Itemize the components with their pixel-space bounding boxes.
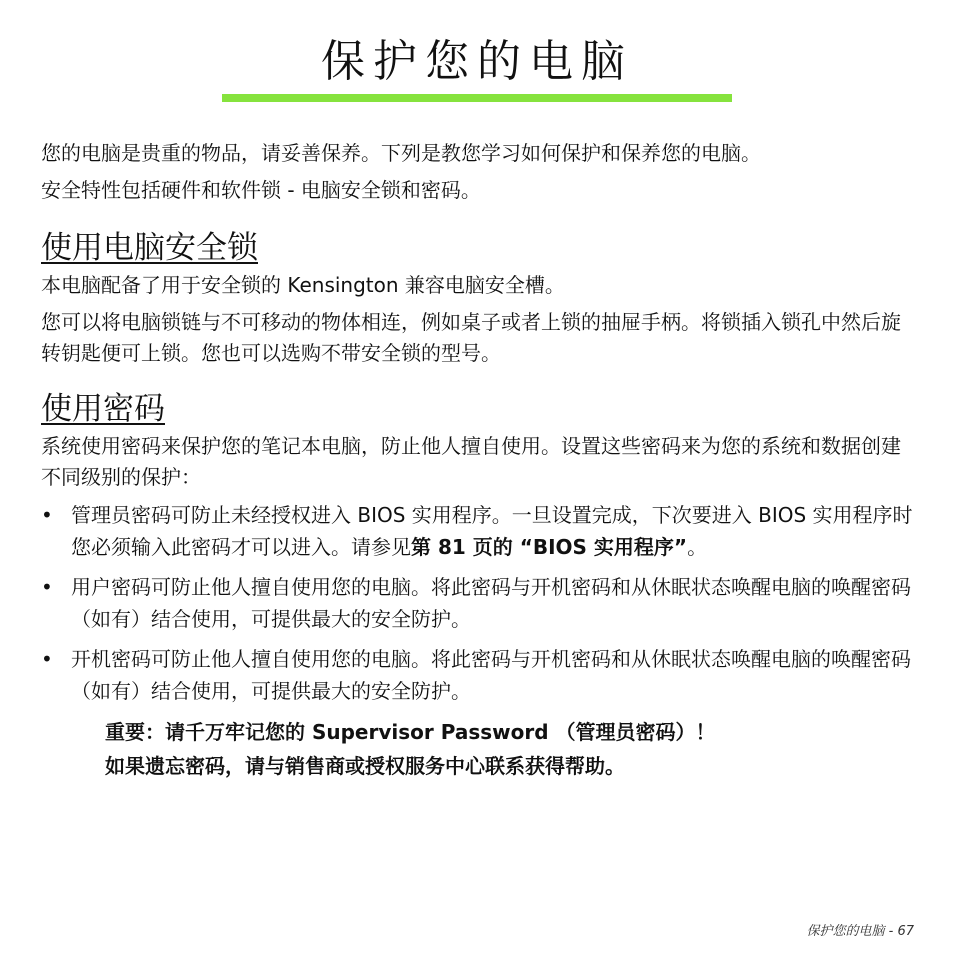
section-heading-security-lock: 使用电脑安全锁 (41, 230, 258, 266)
bullet-text: 管理员密码可防止未经授权进入 BIOS 实用程序。一旦设置完成，下次要进入 BIOS 实用程序时您必须输入此密码才可以进入。请参见 (71, 503, 913, 559)
bullet-end-punctuation: 。 (687, 535, 708, 559)
bullet-text: 开机密码可防止他人擅自使用您的电脑。将此密码与开机密码和从休眠状态唤醒电脑的唤醒密码 （如有）结合使用，可提供最大的安全防护。 (71, 647, 911, 703)
list-item-supervisor-password (41, 499, 916, 563)
bios-utility-reference-link[interactable]: 第 81 页的 “BIOS 实用程序” (411, 535, 688, 559)
bullet-text: 用户密码可防止他人擅自使用您的电脑。将此密码与开机密码和从休眠状态唤醒电脑的唤醒密码 （如有）结合使用，可提供最大的安全防护。 (71, 575, 911, 631)
password-intro-paragraph: 系统使用密码来保护您的笔记本电脑，防止他人擅自使用。设置这些密码来为您的系统和数据创建不同级别的保护： (41, 434, 901, 489)
page-title: 保护您的电脑 (321, 36, 633, 87)
intro-paragraph-1: 您的电脑是贵重的物品，请妥善保养。下列是教您学习如何保护和保养您的电脑。 (41, 141, 761, 165)
bullet-icon: • (41, 575, 53, 599)
lock-paragraph-1: 本电脑配备了用于安全锁的 Kensington 兼容电脑安全槽。 (41, 273, 565, 297)
title-underline-bar (222, 94, 732, 102)
list-item-user-password (41, 571, 916, 635)
main-content (41, 138, 916, 783)
important-note-line-1: 重要：请千万牢记您的 Supervisor Password （管理员密码）！ (105, 720, 716, 744)
page-footer: 保护您的电脑 - 67 (806, 924, 914, 939)
bullet-icon: • (41, 503, 53, 527)
intro-paragraph-2: 安全特性包括硬件和软件锁 - 电脑安全锁和密码。 (41, 178, 481, 202)
list-item-boot-password (41, 643, 916, 707)
section-heading-passwords: 使用密码 (41, 391, 165, 427)
important-note-line-2: 如果遗忘密码，请与销售商或授权服务中心联系获得帮助。 (105, 754, 625, 778)
important-note (105, 715, 916, 783)
bullet-icon: • (41, 647, 53, 671)
password-list (41, 499, 916, 707)
lock-paragraph-2: 您可以将电脑锁链与不可移动的物体相连，例如桌子或者上锁的抽屉手柄。将锁插入锁孔中然后旋转钥匙便可上锁。您也可以选购不带安全锁的型号。 (41, 310, 901, 365)
